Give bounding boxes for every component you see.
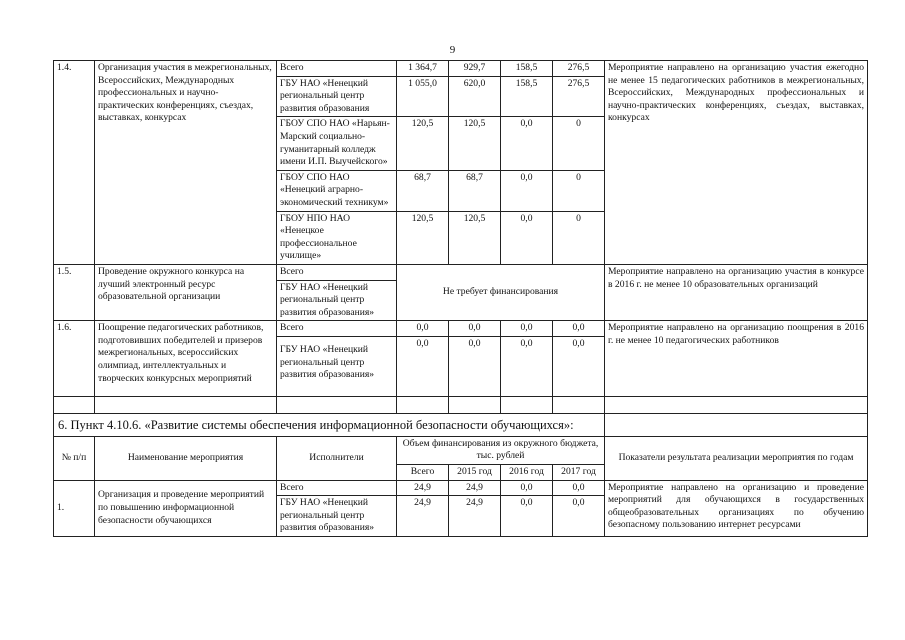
y2015-value: 120,5 bbox=[449, 211, 501, 264]
total-value: 68,7 bbox=[397, 170, 449, 211]
row-number: 1.5. bbox=[54, 264, 95, 320]
row-number: 1. bbox=[54, 480, 95, 536]
y2016-value: 0,0 bbox=[501, 336, 553, 396]
table-row bbox=[54, 480, 868, 496]
col-header-2016: 2016 год bbox=[501, 465, 553, 481]
y2017-value: 276,5 bbox=[553, 61, 605, 77]
section-heading-row bbox=[54, 413, 868, 436]
result-indicator: Мероприятие направлено на организацию и проведение мероприятий для обучающихся в государственных общеобразовательных организациях по обучению безопасному пользованию интернет ресурсами bbox=[605, 480, 868, 536]
col-header-results: Показатели результата реализации мероприятия по годам bbox=[605, 436, 868, 480]
y2017-value: 0,0 bbox=[553, 321, 605, 337]
col-header-2015: 2015 год bbox=[449, 465, 501, 481]
y2015-value: 620,0 bbox=[449, 76, 501, 117]
y2017-value: 0,0 bbox=[553, 336, 605, 396]
total-value: 1 055,0 bbox=[397, 76, 449, 117]
col-header-funding: Объем финансирования из окружного бюджета, тыс. рублей bbox=[397, 436, 605, 464]
header-row bbox=[54, 436, 868, 464]
measure-name: Организация участия в межрегиональных, Всероссийских, Международных профессиональных и научно-практических конференциях, съездах, выставках, конкурсах bbox=[95, 61, 277, 265]
measures-table bbox=[53, 60, 868, 537]
y2016-value: 0,0 bbox=[501, 321, 553, 337]
result-indicator: Мероприятие направлено на организацию участия в конкурсе в 2016 г. не менее 10 образовательных организаций bbox=[605, 264, 868, 320]
empty-cell bbox=[553, 396, 605, 413]
total-value: 120,5 bbox=[397, 117, 449, 170]
y2015-value: 24,9 bbox=[449, 496, 501, 537]
empty-row bbox=[54, 396, 868, 413]
y2016-value: 0,0 bbox=[501, 117, 553, 170]
measures-table-sheet bbox=[53, 60, 867, 537]
total-value: 0,0 bbox=[397, 321, 449, 337]
row-number: 1.6. bbox=[54, 321, 95, 397]
col-header-2017: 2017 год bbox=[553, 465, 605, 481]
executor: ГБОУ СПО НАО «Нарьян-Марский социально-гуманитарный колледж имени И.П. Выучейского» bbox=[277, 117, 397, 170]
executor: ГБУ НАО «Ненецкий региональный центр развития образования» bbox=[277, 336, 397, 396]
executor: Всего bbox=[277, 321, 397, 337]
measure-name: Организация и проведение мероприятий по повышению информационной безопасности обучающихся bbox=[95, 480, 277, 536]
y2016-value: 0,0 bbox=[501, 170, 553, 211]
empty-cell bbox=[397, 396, 449, 413]
y2017-value: 0,0 bbox=[553, 480, 605, 496]
table-row bbox=[54, 264, 868, 280]
row-number: 1.4. bbox=[54, 61, 95, 265]
total-value: 120,5 bbox=[397, 211, 449, 264]
empty-cell bbox=[605, 413, 868, 436]
result-indicator: Мероприятие направлено на организацию участия ежегодно не менее 15 педагогических работников в межрегиональных, Всероссийских, Международных профессиональных и научно-практических конференциях, съездах, выставках, конкурсах bbox=[605, 61, 868, 265]
executor: Всего bbox=[277, 480, 397, 496]
empty-cell bbox=[277, 396, 397, 413]
empty-cell bbox=[95, 396, 277, 413]
y2016-value: 0,0 bbox=[501, 211, 553, 264]
empty-cell bbox=[54, 396, 95, 413]
executor: Всего bbox=[277, 61, 397, 77]
table-row bbox=[54, 61, 868, 77]
y2015-value: 24,9 bbox=[449, 480, 501, 496]
y2017-value: 0 bbox=[553, 211, 605, 264]
col-header-number: № п/п bbox=[54, 436, 95, 480]
table-row bbox=[54, 321, 868, 337]
y2017-value: 0,0 bbox=[553, 496, 605, 537]
empty-cell bbox=[605, 396, 868, 413]
executor: ГБУ НАО «Ненецкий региональный центр развития образования bbox=[277, 76, 397, 117]
y2016-value: 0,0 bbox=[501, 480, 553, 496]
empty-cell bbox=[501, 396, 553, 413]
total-value: 24,9 bbox=[397, 480, 449, 496]
y2015-value: 0,0 bbox=[449, 321, 501, 337]
executor: ГБУ НАО «Ненецкий региональный центр развития образования» bbox=[277, 496, 397, 537]
executor: ГБУ НАО «Ненецкий региональный центр развития образования» bbox=[277, 280, 397, 321]
page-number: 9 bbox=[449, 44, 456, 56]
measure-name: Проведение окружного конкурса на лучший электронный ресурс образовательной организации bbox=[95, 264, 277, 320]
col-header-executors: Исполнители bbox=[277, 436, 397, 480]
total-value: 24,9 bbox=[397, 496, 449, 537]
section-heading: 6. Пункт 4.10.6. «Развитие системы обеспечения информационной безопасности обучающихся»: bbox=[54, 413, 605, 436]
executor: Всего bbox=[277, 264, 397, 280]
y2016-value: 0,0 bbox=[501, 496, 553, 537]
y2016-value: 158,5 bbox=[501, 61, 553, 77]
executor: ГБОУ НПО НАО «Ненецкое профессиональное училище» bbox=[277, 211, 397, 264]
result-indicator: Мероприятие направлено на организацию поощрения в 2016 г. не менее 10 педагогических работников bbox=[605, 321, 868, 397]
col-header-total: Всего bbox=[397, 465, 449, 481]
y2015-value: 68,7 bbox=[449, 170, 501, 211]
y2016-value: 158,5 bbox=[501, 76, 553, 117]
total-value: 0,0 bbox=[397, 336, 449, 396]
y2017-value: 0 bbox=[553, 170, 605, 211]
measure-name: Поощрение педагогических работников, подготовивших победителей и призеров межрегиональных, всероссийских олимпиад, интеллектуальных и творческих конкурсных мероприятий bbox=[95, 321, 277, 397]
col-header-name: Наименование мероприятия bbox=[95, 436, 277, 480]
total-value: 1 364,7 bbox=[397, 61, 449, 77]
y2015-value: 0,0 bbox=[449, 336, 501, 396]
no-funding-note: Не требует финансирования bbox=[397, 264, 605, 320]
y2017-value: 0 bbox=[553, 117, 605, 170]
y2015-value: 929,7 bbox=[449, 61, 501, 77]
y2017-value: 276,5 bbox=[553, 76, 605, 117]
y2015-value: 120,5 bbox=[449, 117, 501, 170]
empty-cell bbox=[449, 396, 501, 413]
executor: ГБОУ СПО НАО «Ненецкий аграрно-экономический техникум» bbox=[277, 170, 397, 211]
